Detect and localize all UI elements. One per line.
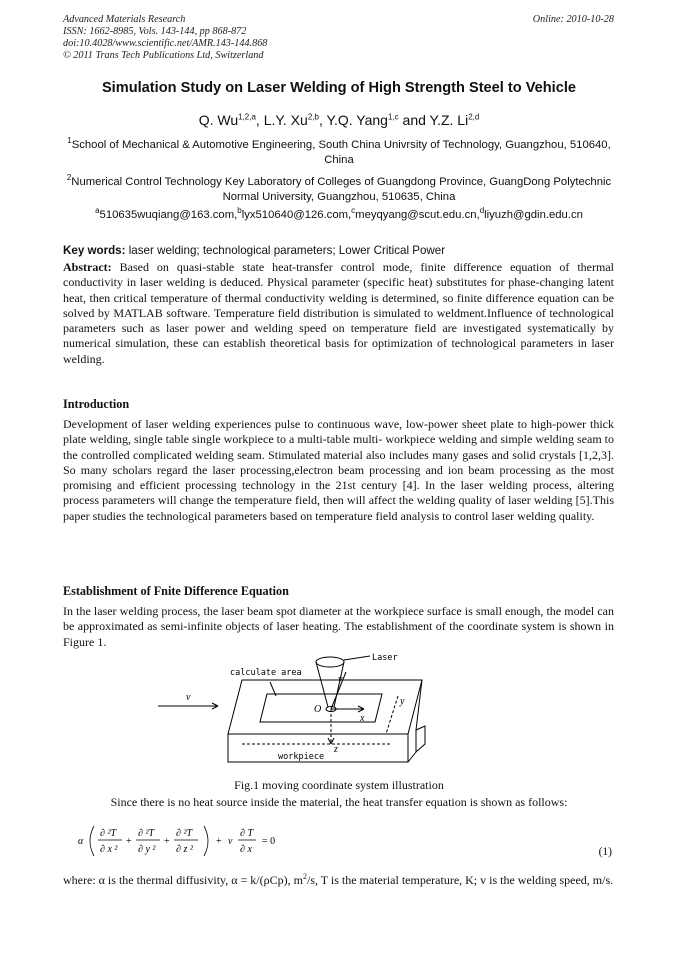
abstract [63,260,614,367]
email-link[interactable]: 510635wuqiang@163.com, [99,209,238,221]
heat-equation [76,822,306,860]
online-date: Online: 2010-10-28 [532,14,614,25]
journal-issn: ISSN: 1662-8985, Vols. 143-144, pp 868-872 [63,26,247,37]
keywords-text: laser welding; technological parameters; Lower Critical Power [125,244,446,257]
email-link[interactable]: meyqyang@scut.edu.cn, [355,209,480,221]
eq-term-num: ∂ ²T [138,828,155,839]
email-sup: b [237,206,242,216]
authors [40,112,638,128]
eq-last-num: ∂ T [240,828,254,839]
label-x: x [360,713,365,724]
eq-term-num: ∂ ²T [176,828,193,839]
keywords [63,244,445,257]
author-name: Y.Q. Yang [326,112,388,128]
author-sup: 1,c [387,112,399,122]
label-workpiece: workpiece [278,752,325,762]
journal-doi: doi:10.4028/www.scientific.net/AMR.143-144.868 [63,38,268,49]
journal-meta [63,14,267,62]
author-name: Q. Wu [198,112,239,128]
label-laser: Laser [372,653,398,663]
author-sup: 2,d [468,112,480,122]
author-name: L.Y. Xu [263,112,308,128]
affiliation-sup: 2 [66,173,72,183]
figure-caption: Fig.1 moving coordinate system illustration [234,778,444,792]
label-v-left: v [186,692,191,703]
where-text [63,873,614,888]
where-part1: where: α is the thermal diffusivity, α = k/(ρCp), m [63,873,303,887]
email-link[interactable]: lyx510640@126.com, [241,209,352,221]
email-sup: a [95,206,100,216]
section2-text: In the laser welding process, the laser beam spot diameter at the workpiece surface is small enough, the model can be approximated as semi-infinite objects of laser heating. The establishment of the coordinate system is shown in Figure 1. [63,604,614,649]
intro-text: Development of laser welding experiences pulse to continuous wave, low-power sheet plate to high-power thick plate welding, single table single workpiece to a multi-table multi- workpiece welding and simple welding seam to the controlled complicated welding seam. Stimulated material also includes many gases and solid crystals [1,2,3]. So many scholars regard the laser processing,electron beam processing and ion beam processing as the most promising and efficient processing technology in the 21st century [4]. In the laser welding process, altering process parameters will change the temperature field, then will affect the welding quality of laser welding [5].This paper studies the technological parameters based on temperature field analysis to control laser welding quality. [63,417,614,523]
section2-heading: Establishment of Fnite Difference Equation [63,584,289,598]
label-y: y [400,696,405,707]
eq-right-paren [204,826,208,856]
emails [63,206,615,221]
journal-name: Advanced Materials Research [63,14,186,25]
eq-left-paren [90,826,94,856]
intro-heading: Introduction [63,397,130,411]
workpiece-top-face [228,680,422,734]
eq-term-den: ∂ x ² [100,844,118,855]
author-sep: , [255,112,264,128]
eq-term-den: ∂ y ² [138,844,156,855]
author-sep: , [318,112,327,128]
eq-alpha: α [78,836,84,847]
affiliation-text: School of Mechanical & Automotive Engineering, South China Univrsity of Technology, Guangzhou, 510640, China [71,139,611,166]
affiliation-sup: 1 [67,136,72,146]
label-origin: O [314,704,322,715]
eq-plus: + [164,836,170,847]
label-calculate-area: calculate area [230,668,302,678]
equation-number: (1) [598,846,612,858]
paper-title: Simulation Study on Laser Welding of High Strength Steel to Vehicle [101,80,577,96]
affiliation-2 [63,175,615,205]
label-z: z [334,744,338,755]
author-sup: 1,2,a [238,112,256,122]
eq-v: v [228,836,233,847]
eq-last-den: ∂ x [240,844,252,855]
eq-plus: + [216,836,222,847]
email-link[interactable]: liyuzh@gdin.edu.cn [484,209,583,221]
where-part2: /s, T is the material temperature, K; v is the welding speed, m/s. [306,873,614,887]
laser-leader [344,656,370,660]
author-name: Y.Z. Li [429,112,469,128]
eq-plus: + [126,836,132,847]
affiliation-1 [63,138,615,168]
laser-nozzle [316,657,344,667]
abstract-label: Abstract: [63,260,112,274]
coordinate-system-figure [150,652,450,774]
abstract-text: Based on quasi-stable state heat-transfer control mode, finite difference equation of thermal conductivity in laser welding is deduced. Physical parameter (specific heat) substitutes for phase-changing latent heat, then critical temperature of thermal conductivity welding is determined, so finite difference equation can be solved by MATLAB software. Temperature field distribution is simulated to weldment.Influence of technological parameters such as laser power and welding speed on temperature field are investigated systematically by numerical simulation, these can establish theoretical basis for optimization of technological parameters in laser welding. [63,260,614,366]
label-v-beam: v [338,674,343,685]
eq-equals: = 0 [262,836,276,847]
where-sup: 2 [302,872,307,881]
email-sup: d [479,206,485,216]
workpiece-notch [416,726,425,752]
eq-term-num: ∂ ²T [100,828,117,839]
workpiece-side-face [408,680,422,762]
journal-copyright: © 2011 Trans Tech Publications Ltd, Switzerland [63,50,264,61]
eq-term-den: ∂ z ² [176,844,193,855]
heat-intro-text: Since there is no heat source inside the material, the heat transfer equation is shown as follows: [110,795,568,809]
email-sup: c [351,206,356,216]
keywords-label: Key words: [63,244,126,257]
author-sep: and [398,112,430,128]
author-sup: 2,b [307,112,319,122]
affiliation-text: Numerical Control Technology Key Laboratory of Colleges of Guangdong Province, GuangDong Polytechnic Normal University, Guangzhou, 510635, China [71,176,612,203]
